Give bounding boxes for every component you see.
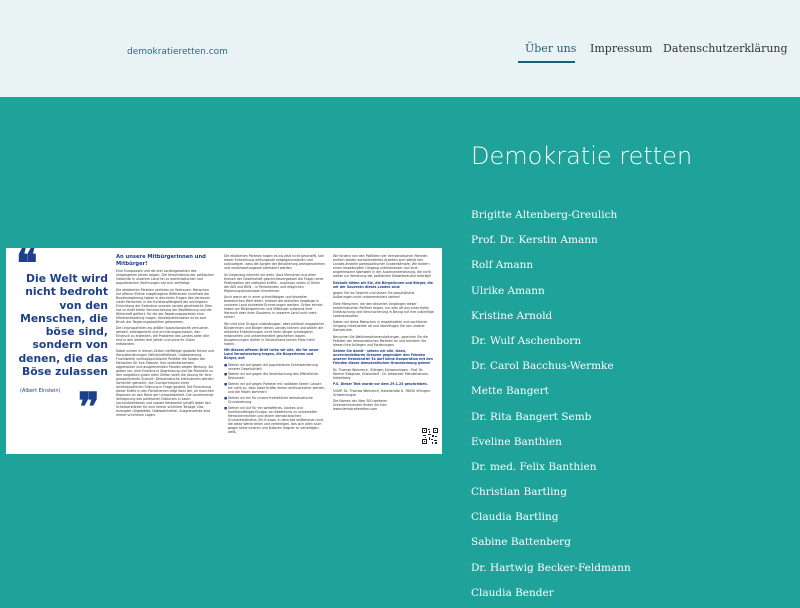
signatory-name: Kristine Arnold (471, 309, 553, 322)
close-quote-icon: ❞ (78, 384, 100, 431)
signatory-name: Ulrike Amann (471, 284, 545, 297)
letter-paragraph: Im Gegenzug nehmen wir wahr, dass Menschen aus allen Kreisen der Gesellschaft geschichtsvergessen die Folgen einer Partizipation der radikalen Kräfte – expressis verbis in Teilen der AfD und BSW – in Parlamenten und möglichen Regierungsbündnissen hinnehmen. (224, 272, 324, 293)
signatory-name: Dr. Hartwig Becker-Feldmann (471, 561, 631, 574)
letter-column-1 (116, 254, 214, 450)
signatory-name: Dr. med. Felix Banthien (471, 460, 597, 473)
signatory-name: Mette Bangert (471, 385, 549, 398)
quote-text: Die Welt wird nicht bedroht von den Menschen, die böse sind, sondern von denen, die das Böse zulassen (18, 272, 108, 379)
nav-item-datenschutz[interactable]: Datenschutzerklärung (663, 42, 788, 55)
open-quote-icon: ❝ (16, 248, 38, 287)
letter-paragraph: Viele Menschen, die den aktuellen Vorgängen dieser extremistischen Politiker folgen, tun dies oft aus einer tiefen Enttäuschung und Verunsicherung in Bezug auf ihre zukünftige Lebenssituation. (333, 301, 434, 318)
signatory-name: Rolf Amann (471, 259, 534, 272)
nav-item-ueber-uns[interactable]: Über uns (525, 42, 577, 55)
letter-paragraph: Haben wir diese Menschen in respektvollen und sachlichen Umgang miteinander ab und überzeugen Sie von unserer Demokratie. (333, 320, 428, 332)
signatory-name: Eveline Banthien (471, 435, 562, 448)
letter-paragraph: Wir fordern von den Politikern der demokratischen Parteien endlich wieder sachorientiertes Arbeiten zum Wohle des Landes anstelle parteipolitischer Grabenkämpfe. Wir fordern einen respektvollen Umgang untereinander und eine angemessene Wortwahl in der Auseinandersetzung, die nicht weiter zur Verrohung der politischen Debattenkultur beiträgt! (333, 254, 432, 278)
nav-item-impressum[interactable]: Impressum (590, 42, 653, 55)
letter-ps: P.S. Dieser Text wurde vor dem 29.1.25 geschrieben. (333, 382, 428, 386)
letter-column-2 (224, 254, 326, 450)
main-nav (0, 42, 800, 66)
signatory-name: Dr. Wulf Aschenborn (471, 334, 582, 347)
letter-paragraph: Besuchen Sie Wahlkampfveranstaltungen, sprechen Sie die Politiker der demokratischen Parteien an und schildern Sie diesen Ihre Anliegen und Forderungen. (333, 334, 428, 347)
letter-paragraph: Wir sind eine Gruppe unabhängiger, aber politisch engagierter Bürgerinnen und Bürger dieses Landes können und wollen die aktuellen Entwicklungen nicht mehr länger schweigend mitansehen und unkommentiert geschehen lassen. Ausgrenzungen dürfen in Deutschland keinen Platz mehr haben. (224, 321, 325, 346)
letter-emphasis: Setzen Sie damit - setzen wir alle, lösen, unverrandelbaren Grenzen gegenüber den Feinden unserer Demokratie! Es darf keine Kooperation mit den Feinden dieser demokratischen Grundordnung geben! (333, 349, 433, 365)
letter-heading: An unsere Mitbürgerinnen und Mitbürger! (116, 254, 206, 267)
signatory-name: Prof. Dr. Kerstin Amann (471, 234, 598, 247)
letter-bullet: ■ Stehen wir auf gegen die populistische Unterwanderung unserer Gesellschaft! (224, 363, 326, 371)
letter-bullet: ■ Stehen wir auf gegen Parteien mit radikalen Ideen! Lassen wir nicht zu, dass diese Kräfte immer einflussreicher werden und die Macht kommen! (224, 382, 326, 394)
signatory-name: Claudia Bartling (471, 511, 559, 524)
quote-column (6, 248, 111, 454)
letter-signers: Dr. Thomas Weinreich, Villingen-Schwenningen · Prof. Dr. Werner Klöpphas, Düsseldorf · Dr. Alexander Mendelhausen, Heidelberg (333, 367, 430, 380)
signatory-name: Brigitte Altenberg-Greulich (471, 209, 618, 221)
letter-bullet: ■ Stehen wir ein für unsere freiheitliche demokratische Grundordnung. (224, 396, 326, 404)
signatory-list (471, 205, 631, 608)
letter-footer: Die Namen der über 300 weiteren Unterzeichnenden finden Sie hier: www.demokratieretten.com (333, 399, 388, 411)
signatory-name: Sabine Battenberg (471, 536, 571, 549)
letter-bullet: ■ Stehen wir auf für ein weltoffenes, starkes und funktionsfähiges Europa, ein Bekenntnis zu universellen Menschenrechten und einem demokratischen Grundverständnis. Ein Europa, in dem alle willkommen sind, die diese Werte teilen und verteidigen, das sich allen auch gegen seine inneren und äußeren Gegner zu verteidigen weiß. (224, 406, 326, 434)
signatory-name: Dr. Rita Bangert Semb (471, 410, 592, 423)
site-logo-text[interactable]: demokratieretten.com (127, 47, 228, 57)
letter-emphasis: Deshalb bitten wir Sie, die Bürgerinnen und Bürger, die wir der Souverän dieses Landes sind: (333, 280, 433, 289)
quote-author: (Albert Einstein) (20, 388, 61, 394)
signatory-name: Claudia Bender (471, 586, 554, 599)
open-letter-image (6, 248, 442, 454)
letter-paragraph: Die etablierten Parteien haben es bis jetzt nicht geschafft, sich dieser Entwicklung wirkungsvoll entgegenzustellen und aufzuzeigen, dass die Sorgen der Bevölkerung wahrgenommen und verantwortungsvoll adressiert werden. (224, 254, 326, 270)
site-header (0, 0, 800, 97)
page-title: Demokratie retten (471, 142, 693, 170)
signatory-name: Christian Bartling (471, 486, 567, 499)
letter-paragraph: Auch wenn wir in einer schnelllebigen und bisweilen bedrohlichen Welt leben, müssen die aktuellen Vorgänge in unserem Land dunkelste Erinnerungen wecken. Schon einmal haben wir Mitbürgerinnen und Mitbürger aufgrund ihrer Herkunft oder ihres Glaubens in unserem Land nicht mehr sicher! (224, 295, 323, 319)
letter-paragraph: gegen Sie ins Gewicht und lassen Sie populistische Äußerungen nicht unkommentiert stehen! (333, 291, 415, 299)
letter-column-3 (333, 254, 435, 450)
signatory-name: Dr. Carol Bacchus-Wermke (471, 360, 614, 373)
letter-emphasis: Mit diesem offenen Brief rufen wir alle, die für unser Land Verantwortung tragen, die Bürgerinnen und Bürger, auf: (224, 348, 319, 360)
letter-paragraph: Dabei nutzen in diesen Zeiten vielfältiger globaler Krisen und Herausforderungen (Wirtschaftsflaute, Globalisierung, Fluchtwelle) rechtspopulistische Politiker die Sorgen der Menschen für ihre Zwecke. Ihre vereinfachenden, aggressiven und ausgrenzenden Parolen zeigen Wirkung. Sie geben vor, eine Existenz in Abgrenzung und die Rückkehr zu den vorgeblich guten alten Zeiten seien die Lösung für eine prosperierende Zukunft. Demokratische Institutionen werden lächerlich gemacht, die Grundprinzipien einer rechtsstaatlichen Ordnung in Frage gestellt. Die Einwirkung dieser Kräfte in den Parlamenten trägt dazu bei, an manchen Regionen an den Rand der Unregierbarkeit. Die zunehmende Verlagerung des politischen Diskurses in kaum nachvollziehbaren und soziale Netzwerke schafft dabei den Schallverstärker für eine immer schrillere Tonlage, Das erzeugter Gegeblätte, Halbwahrheiten, Ausgrenzende wird immer schrilleren Lagen. (116, 348, 214, 417)
letter-paragraph: Die Unionsparteien als größte Oppositionskraft versuchen derweil, selbstgerecht und erinnerungsschwach, den Eindruck zu erwecken, die Probleme des Landes seien alle erst in den letzten drei Jahren und ohne ihr Zutun entstanden. (116, 326, 210, 346)
letter-bullet: ■ Stehen wir auf gegen die Vereinfachung des öffentlichen Diskurses! (224, 372, 326, 380)
letter-paragraph: Die etablierten Parteien verlieren an Vertrauen. Menschen auf offener Bühne ausgetragene Differenzen innerhalb der Bundesregierung haben in denvielen Fragen das Vertrauen vieler Menschen in die Funktionsfähigkeit der wichtigsten Einrichtung der Exekutive unseres Landes geschwächt. Dies hat zu einer tiefen Verunsicherung der Bevölkerung und der Wirtschaft geführt, für die der Regierungsparteien eine Mitverantwortung tragen. Konsequenterweise ist es zum Bruch der Regierungskoalition gekommen. (116, 287, 212, 324)
qr-code-icon (422, 428, 438, 444)
letter-paragraph: Eine Europawahl und die drei Landtagswahlen des vergangenen Jahres zeigen: Die Verschiebung der politischen Gewichte in unserem Land hin zu extremistischen und populistischen Strömungen hat sich verfestigt. (116, 269, 214, 285)
letter-contact: ViSdP: Dr. Thomas Weinreich, Haselstraße 8, 78050 Villingen-Schwenningen (333, 388, 431, 397)
nav-active-underline (518, 61, 575, 63)
